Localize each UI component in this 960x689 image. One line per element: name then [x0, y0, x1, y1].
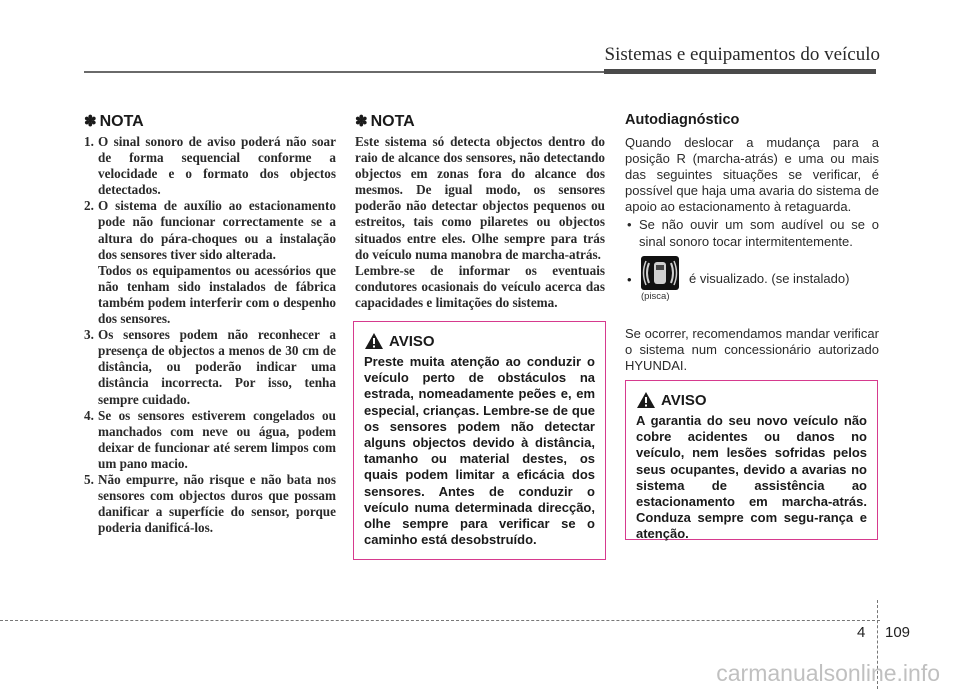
- list-item: 1. O sinal sonoro de aviso poderá não soar de forma sequencial conforme a velocidade e o formato dos objectos detectados.: [84, 134, 336, 198]
- chapter-number: 4: [857, 624, 866, 641]
- warning-text: Preste muita atenção ao conduzir o veículo perto de obstáculos na estrada, nomeadamente peões e, em especial, crianças. Lembre-se de que os sensores podem não detectar alguns objectos devido à distância, tamanho ou material destes, os quais podem limitar a eficácia dos sensores. Antes de conduzir o veículo numa determinada direcção, olhe sempre para verificar se o caminho está desobstruído.: [364, 354, 595, 548]
- intro-paragraph: Quando deslocar a mudança para a posição R (marcha-atrás) e uma ou mais das seguintes situações se verificar, é possível que haja uma avaria do sistema de apoio ao estacionamento à retaguarda.: [625, 135, 879, 215]
- star-icon: ✽: [84, 113, 97, 130]
- list-item: 4. Se os sensores estiverem congelados ou manchados com neve ou água, podem deixar de funcionar até serem limpos com um pano macio.: [84, 407, 336, 471]
- section-heading: Autodiagnóstico: [625, 112, 740, 128]
- warning-title: AVISO: [661, 391, 707, 409]
- column-3: [625, 112, 879, 374]
- nota-heading: ✽ NOTA: [84, 113, 144, 130]
- nota-paragraph: Este sistema só detecta objectos dentro do raio de alcance dos sensores, não detectando objectos em zonas fora do alcance dos mesmos. De igual modo, os sensores poderão não detectar objectos pequenos ou estreitos, tais como pilaretes ou objectos situados entre eles. Olhe sempre para trás do veículo numa manobra de marcha-atrás.: [355, 134, 605, 262]
- warning-title: AVISO: [389, 332, 435, 350]
- nota-heading: ✽ NOTA: [355, 113, 415, 130]
- warning-box: [353, 321, 606, 560]
- parking-sensor-icon: [641, 256, 679, 290]
- warning-text: A garantia do seu novo veículo não cobre acidentes ou danos no veículo, nem lesões sofridas pelos seus ocupantes, devido a avarias no sistema de assistência ao estacionamento em marcha-atrás. Conduza sempre com segu-rança e atenção.: [636, 413, 867, 542]
- list-item: 5. Não empurre, não risque e não bata nos sensores com objectos duros que possam danificar a superfície do sensor, porque poderia danificá-los.: [84, 471, 336, 536]
- star-icon: ✽: [355, 113, 368, 130]
- advice-paragraph: Se ocorrer, recomendamos mandar verificar o sistema num concessionário autorizado HYUNDAI.: [625, 325, 879, 373]
- watermark: carmanualsonline.info: [716, 660, 940, 686]
- list-item: 3. Os sensores podem não reconhecer a presença de objectos a menos de 30 cm de distância, ou poderão indicar uma distância incorrecta. Por isso, tenha sempre cuidado.: [84, 327, 336, 407]
- column-2: [355, 112, 605, 311]
- warning-box: [625, 380, 878, 540]
- list-item: • Se não ouvir um som audível ou se o sinal sonoro tocar intermitentemente.: [627, 217, 879, 249]
- warning-icon: [364, 332, 384, 350]
- header-title: Sistemas e equipamentos do veículo: [604, 44, 880, 65]
- header-rule-accent: [604, 69, 876, 74]
- nota-paragraph: Lembre-se de informar os eventuais condutores ocasionais do veículo acerca das capacidades e limitações do sistema.: [355, 262, 605, 310]
- icon-description: é visualizado. (se instalado): [689, 270, 850, 286]
- list-item: 2. O sistema de auxílio ao estacionamento pode não funcionar correctamente se a altura do pára-choques ou a instalação dos sensores tiver sido alterada. Todos os equipamentos ou acessórios que não tenham sido instalados de fábrica também podem interferir com o despenho dos sensores.: [84, 198, 336, 327]
- page-number: 109: [885, 624, 911, 641]
- icon-caption: (pisca): [641, 290, 670, 302]
- warning-icon: [636, 391, 656, 409]
- nota-list: [84, 134, 336, 536]
- footer-rule: [0, 620, 880, 621]
- list-item: • (pisca) é visualizado. (se instalado): [625, 256, 879, 304]
- warning-header: [364, 332, 595, 350]
- warning-header: [636, 391, 867, 409]
- column-1: [84, 112, 336, 536]
